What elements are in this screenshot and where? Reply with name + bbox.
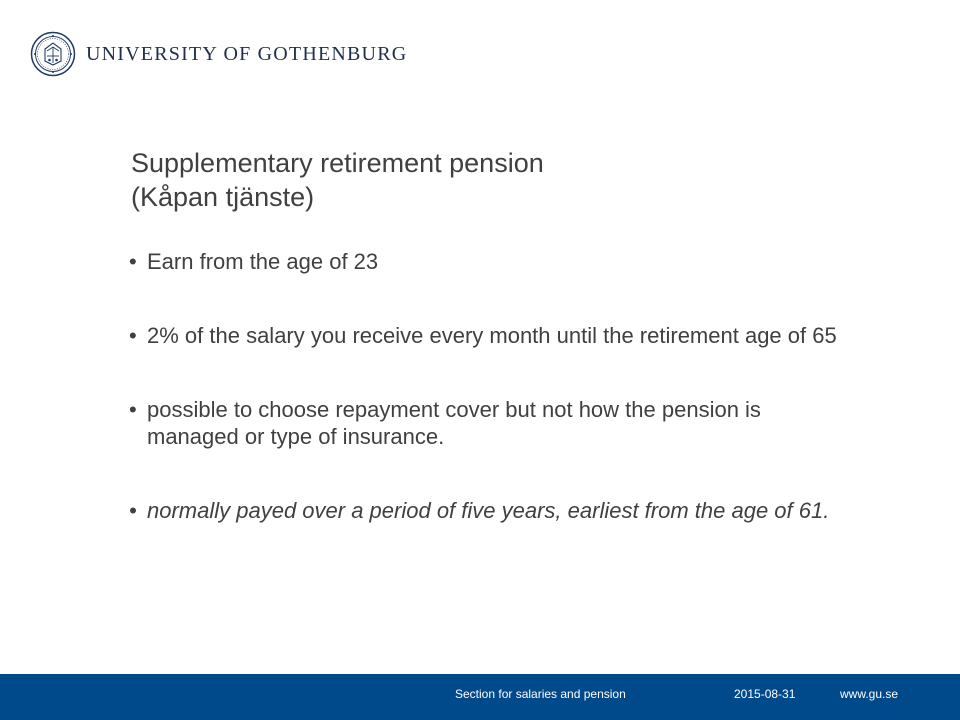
bullet-item: • Earn from the age of 23 <box>129 248 849 275</box>
university-name: UNIVERSITY OF GOTHENBURG <box>86 42 408 65</box>
footer-bar <box>0 674 960 720</box>
slide-title-line-2: (Kåpan tjänste) <box>131 182 315 212</box>
slide-title-line-1: Supplementary retirement pension <box>131 148 544 178</box>
footer-section-label: Section for salaries and pension <box>455 687 626 701</box>
slide-title <box>131 146 851 214</box>
header <box>30 30 407 78</box>
footer-website-link[interactable]: www.gu.se <box>840 687 899 701</box>
bullet-list <box>129 248 849 524</box>
footer-date: 2015-08-31 <box>734 687 796 701</box>
bullet-item: • possible to choose repayment cover but not how the pension is managed or type of insurance. <box>129 396 849 450</box>
bullet-item: • 2% of the salary you receive every month until the retirement age of 65 <box>129 322 849 349</box>
bullet-item: • normally payed over a period of five years, earliest from the age of 61. <box>129 497 849 524</box>
university-seal-icon <box>30 31 76 77</box>
